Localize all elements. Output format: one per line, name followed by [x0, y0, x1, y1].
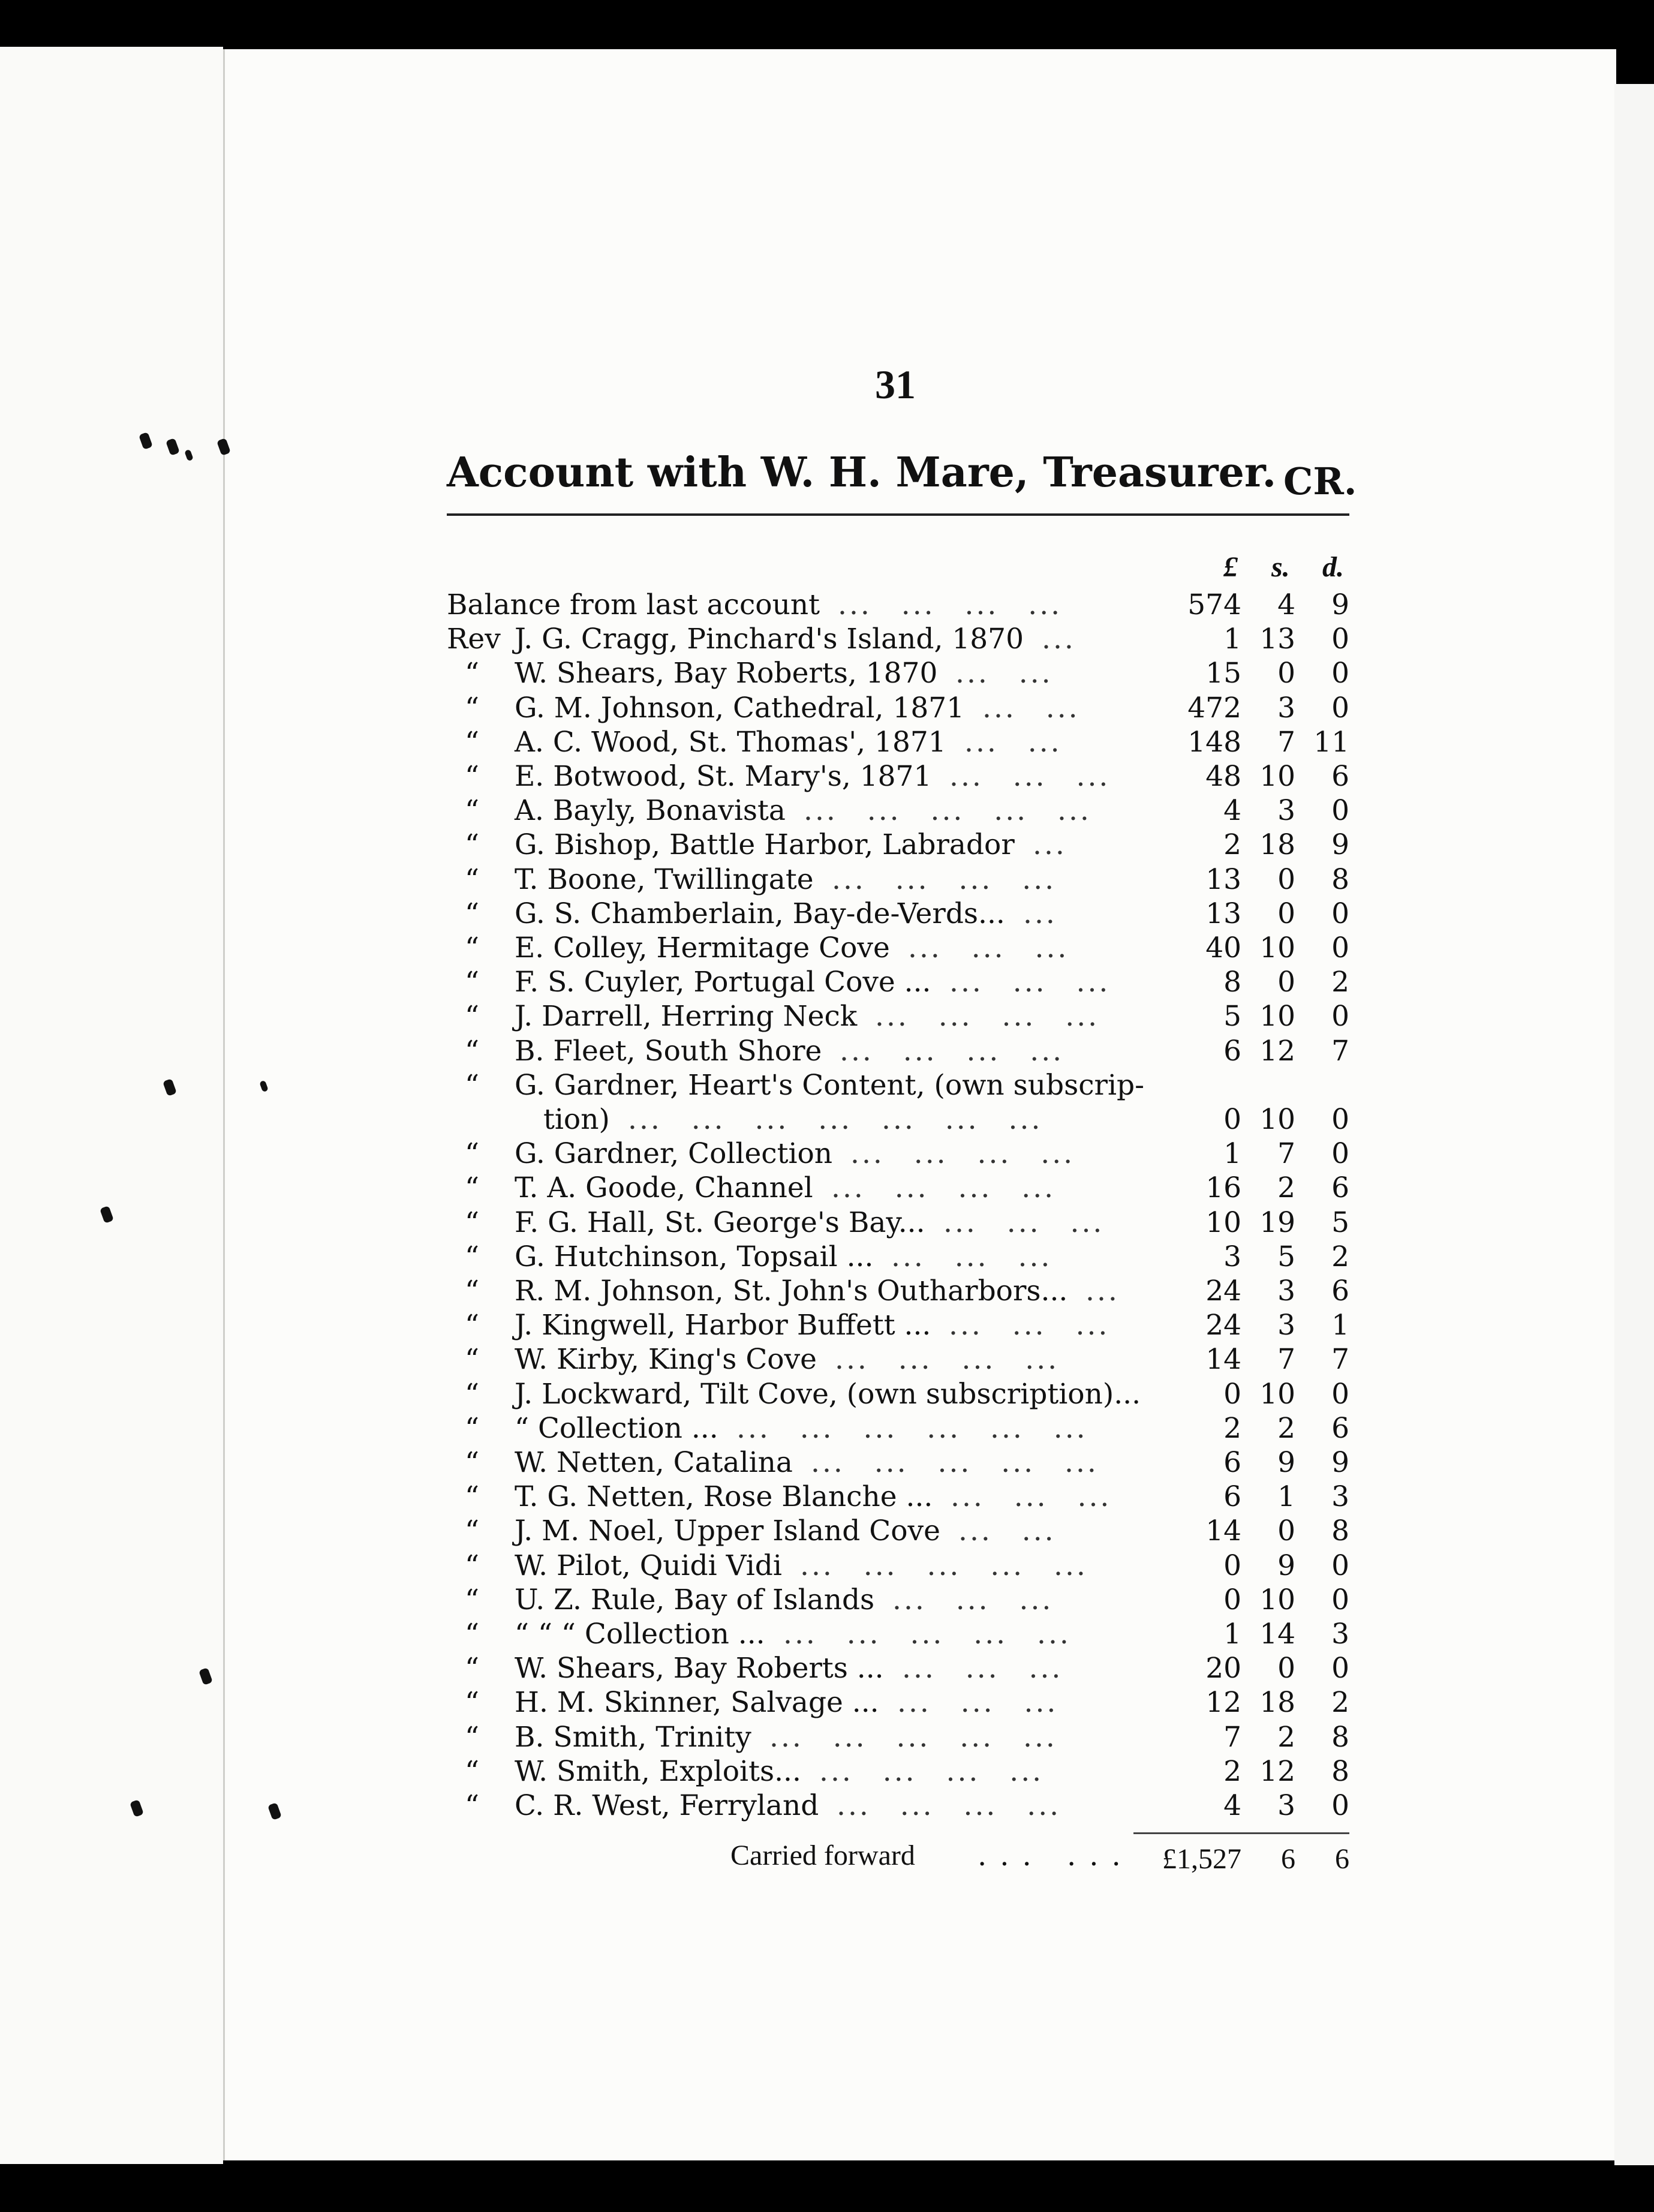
entry-prefix: “ [465, 1206, 480, 1239]
entry-pence: 0 [1331, 1583, 1349, 1616]
dot-leader: ... ... ... [891, 1240, 1052, 1273]
entry-pounds: 8 [1223, 966, 1241, 999]
entry-prefix: “ [465, 691, 480, 725]
dot-leader: ... [1033, 828, 1067, 862]
entry-shillings: 9 [1277, 1446, 1295, 1479]
entry-name: W. Shears, Bay Roberts ... [515, 1652, 884, 1685]
dot-leader: ... ... [958, 1514, 1056, 1548]
entry-shillings: 10 [1259, 1000, 1295, 1033]
ledger-row [0, 1274, 1391, 1308]
entry-pence: 0 [1331, 623, 1349, 656]
entry-pounds: 6 [1223, 1480, 1241, 1514]
entry-pounds: 13 [1205, 862, 1241, 896]
entry-pence: 9 [1331, 588, 1349, 621]
entry-pounds: 24 [1205, 1275, 1241, 1308]
entry-pounds: 14 [1205, 1343, 1241, 1377]
entry-name: F. G. Hall, St. George's Bay... [515, 1206, 925, 1239]
entry-shillings: 1 [1277, 1480, 1295, 1514]
entry-prefix: Rev [447, 623, 501, 656]
entry-shillings: 4 [1277, 588, 1295, 621]
entry-pence: 1 [1331, 1309, 1349, 1342]
dot-leader: ... ... ... ... ... [783, 1618, 1071, 1651]
dot-leader: ... ... ... ... [837, 1789, 1061, 1822]
entry-prefix: “ [465, 862, 480, 896]
entry-pounds: 2 [1223, 1754, 1241, 1788]
entry-shillings: 19 [1259, 1206, 1295, 1239]
entry-prefix: “ [465, 966, 480, 999]
entry-pounds: 12 [1205, 1686, 1241, 1720]
ledger-row [0, 931, 1391, 965]
entry-name: G. Gardner, Collection [515, 1137, 833, 1171]
entry-prefix: “ [465, 1137, 480, 1171]
entry-pounds: 10 [1205, 1206, 1241, 1239]
entry-pence: 0 [1331, 794, 1349, 828]
entry-name: E. Colley, Hermitage Cove [515, 931, 890, 964]
entry-name: E. Botwood, St. Mary's, 1871 [515, 760, 932, 793]
entry-pounds: 15 [1205, 657, 1241, 690]
entry-shillings: 2 [1277, 1171, 1295, 1205]
entry-shillings: 3 [1277, 794, 1295, 828]
entry-pence: 0 [1331, 1789, 1349, 1822]
entry-prefix: “ [465, 1275, 480, 1308]
entry-pence: 9 [1331, 1446, 1349, 1479]
entry-prefix: “ [465, 1377, 480, 1411]
entry-prefix: “ [465, 897, 480, 930]
entry-shillings: 7 [1277, 725, 1295, 759]
ledger-row [0, 588, 1391, 622]
dot-leader: ... ... ... [943, 1206, 1105, 1239]
entry-pounds: 3 [1223, 1240, 1241, 1273]
page-edge [1614, 84, 1654, 2165]
entry-prefix: “ [465, 1652, 480, 1685]
entry-pounds: 13 [1205, 897, 1241, 930]
entry-name: J. Darrell, Herring Neck [515, 1000, 858, 1033]
entry-pounds: 1 [1223, 1618, 1241, 1651]
entry-shillings: 0 [1277, 1652, 1295, 1685]
entry-name: J. Lockward, Tilt Cove, (own subscription)... [515, 1377, 1141, 1411]
dot-leader: ... [1023, 897, 1057, 930]
entry-prefix: “ [465, 1754, 480, 1788]
entry-pounds: 6 [1223, 1034, 1241, 1068]
entry-shillings: 3 [1277, 691, 1295, 725]
entry-name: B. Fleet, South Shore [515, 1034, 822, 1068]
entry-pence: 0 [1331, 657, 1349, 690]
shillings-column-header: s. [1271, 551, 1290, 583]
page-number: 31 [875, 362, 916, 407]
carried-forward-label: Carried forward [730, 1840, 915, 1871]
ledger-row [0, 1720, 1391, 1754]
entry-prefix: “ [465, 1000, 480, 1033]
ledger-row [0, 828, 1391, 862]
dot-leader: ... ... ... ... [840, 1034, 1064, 1068]
entry-prefix: “ [465, 1514, 480, 1548]
ledger-row [0, 1171, 1391, 1205]
ledger-row [0, 691, 1391, 725]
entry-prefix: “ [465, 657, 480, 690]
entry-pounds: 14 [1205, 1514, 1241, 1548]
entry-shillings: 12 [1259, 1754, 1295, 1788]
entry-pounds: 5 [1223, 1000, 1241, 1033]
ledger-row [0, 897, 1391, 931]
entry-name: W. Smith, Exploits... [515, 1754, 801, 1788]
entry-pounds: 4 [1223, 794, 1241, 828]
entry-shillings: 10 [1259, 1583, 1295, 1616]
entry-prefix: “ [465, 1411, 480, 1445]
ledger-row [0, 1685, 1391, 1720]
entry-pounds: 6 [1223, 1446, 1241, 1479]
entry-pence: 0 [1331, 1000, 1349, 1033]
entry-shillings: 10 [1259, 1103, 1295, 1136]
entry-pence: 8 [1331, 1514, 1349, 1548]
entry-pence: 0 [1331, 1652, 1349, 1685]
entry-name: G. Gardner, Heart's Content, (own subscrip- [515, 1068, 1145, 1102]
entry-shillings: 12 [1259, 1034, 1295, 1068]
entry-pounds: 2 [1223, 1411, 1241, 1445]
entry-prefix: “ [465, 1068, 480, 1102]
carried-forward-shillings: 6 [1281, 1843, 1295, 1875]
entry-name: tion) [543, 1103, 610, 1136]
entry-shillings: 7 [1277, 1137, 1295, 1171]
entry-shillings: 13 [1259, 623, 1295, 656]
entry-name: B. Smith, Trinity [515, 1720, 751, 1754]
entry-name: “ Collection ... [515, 1411, 718, 1445]
dot-leader: ... ... ... ... [832, 862, 1057, 896]
credit-label: CR. [1283, 459, 1357, 503]
entry-pence: 6 [1331, 1275, 1349, 1308]
dot-leader: ... ... ... ... ... [769, 1720, 1057, 1754]
entry-shillings: 7 [1277, 1343, 1295, 1377]
entry-pounds: 48 [1205, 760, 1241, 793]
entry-name: G. Bishop, Battle Harbor, Labrador [515, 828, 1015, 862]
dot-leader: ... ... ... [908, 931, 1069, 964]
entry-name: A. Bayly, Bonavista [515, 794, 786, 828]
entry-prefix: “ [465, 1720, 480, 1754]
entry-prefix: “ [465, 760, 480, 793]
entry-prefix: “ [465, 725, 480, 759]
ledger-row [0, 1789, 1391, 1823]
entry-shillings: 3 [1277, 1275, 1295, 1308]
dot-leader: ... ... ... ... ... [811, 1446, 1099, 1479]
entry-name: U. Z. Rule, Bay of Islands [515, 1583, 875, 1616]
ledger-row [0, 1411, 1391, 1445]
ledger-row [0, 1549, 1391, 1583]
entry-shillings: 0 [1277, 897, 1295, 930]
dot-leader: ... ... ... ... [831, 1171, 1056, 1205]
entry-prefix: “ [465, 1034, 480, 1068]
dot-leader: ... ... ... [949, 1309, 1110, 1342]
entry-pounds: 0 [1223, 1377, 1241, 1411]
entry-name: G. M. Johnson, Cathedral, 1871 [515, 691, 965, 725]
dot-leader: ... ... ... ... ... [800, 1549, 1088, 1582]
entry-prefix: “ [465, 1343, 480, 1377]
entry-pence: 3 [1331, 1480, 1349, 1514]
entry-shillings: 14 [1259, 1618, 1295, 1651]
ledger-row [0, 965, 1391, 999]
entry-pounds: 574 [1187, 588, 1241, 621]
entry-pence: 0 [1331, 1137, 1349, 1171]
dot-leader: ... ... ... ... [835, 1343, 1060, 1377]
ledger-row [0, 1102, 1391, 1137]
entry-name: W. Pilot, Quidi Vidi [515, 1549, 782, 1582]
entry-pence: 0 [1331, 897, 1349, 930]
entry-name: J. Kingwell, Harbor Buffett ... [515, 1309, 931, 1342]
ledger-row [0, 1377, 1391, 1411]
entry-name: G. Hutchinson, Topsail ... [515, 1240, 874, 1273]
ledger-row [0, 1617, 1391, 1651]
dot-leader: ... [1085, 1275, 1120, 1308]
entry-prefix: “ [465, 1583, 480, 1616]
dot-leader: ... ... ... [897, 1686, 1058, 1720]
entry-pence: 0 [1331, 691, 1349, 725]
ledger-row [0, 656, 1391, 690]
entry-pence: 11 [1313, 725, 1349, 759]
entry-pounds: 0 [1223, 1583, 1241, 1616]
entry-pence: 0 [1331, 931, 1349, 964]
entry-shillings: 0 [1277, 862, 1295, 896]
entry-pounds: 472 [1187, 691, 1241, 725]
ledger-row [0, 1342, 1391, 1377]
entry-pence: 6 [1331, 760, 1349, 793]
entry-shillings: 0 [1277, 966, 1295, 999]
carried-forward-pounds: £1,527 [1162, 1843, 1241, 1875]
entry-pence: 7 [1331, 1343, 1349, 1377]
entry-prefix: “ [465, 1789, 480, 1822]
dot-leader: ... ... ... [949, 760, 1111, 793]
entry-pence: 6 [1331, 1171, 1349, 1205]
entry-name: T. A. Goode, Channel [515, 1171, 813, 1205]
ledger-row [0, 1754, 1391, 1789]
entry-shillings: 2 [1277, 1411, 1295, 1445]
entry-name: G. S. Chamberlain, Bay-de-Verds... [515, 897, 1005, 930]
entry-name: A. C. Wood, St. Thomas', 1871 [515, 725, 946, 759]
dot-leader: ... ... [964, 725, 1062, 759]
ledger-row [0, 1583, 1391, 1617]
entry-pence: 3 [1331, 1618, 1349, 1651]
dot-leader: ... ... ... [892, 1583, 1054, 1616]
entry-prefix: “ [465, 828, 480, 862]
ledger-row [0, 862, 1391, 897]
entry-pence: 8 [1331, 1754, 1349, 1788]
dot-leader: ... [1042, 623, 1076, 656]
entry-pence: 2 [1331, 966, 1349, 999]
entry-prefix: “ [465, 1686, 480, 1720]
entry-name: R. M. Johnson, St. John's Outharbors... [515, 1275, 1068, 1308]
entry-prefix: “ [465, 1480, 480, 1514]
entry-shillings: 10 [1259, 931, 1295, 964]
entry-shillings: 10 [1259, 1377, 1295, 1411]
entry-pounds: 16 [1205, 1171, 1241, 1205]
dot-leader: ... ... [982, 691, 1080, 725]
entry-name: J. G. Cragg, Pinchard's Island, 1870 [515, 623, 1024, 656]
entry-shillings: 0 [1277, 657, 1295, 690]
entry-shillings: 0 [1277, 1514, 1295, 1548]
ledger-row [0, 1068, 1391, 1102]
entry-name: W. Netten, Catalina [515, 1446, 793, 1479]
entry-pence: 2 [1331, 1686, 1349, 1720]
entry-shillings: 2 [1277, 1720, 1295, 1754]
entry-pounds: 0 [1223, 1103, 1241, 1136]
entry-name: “ “ “ Collection ... [515, 1618, 765, 1651]
ledger-row [0, 1514, 1391, 1548]
dot-leader: ... ... ... ... [838, 588, 1063, 621]
entry-pence: 7 [1331, 1034, 1349, 1068]
ledger-row [0, 1034, 1391, 1068]
entry-pounds: 4 [1223, 1789, 1241, 1822]
entry-shillings: 5 [1277, 1240, 1295, 1273]
dot-leader: ... ... [955, 657, 1053, 690]
ledger-row [0, 1206, 1391, 1240]
entry-prefix: “ [465, 1309, 480, 1342]
heading-rule [447, 513, 1349, 516]
entry-shillings: 3 [1277, 1309, 1295, 1342]
carried-forward-pence: 6 [1335, 1843, 1349, 1875]
ledger-row [0, 759, 1391, 794]
dot-leader: ... ... ... ... [819, 1754, 1044, 1788]
pounds-column-header: £ [1223, 551, 1238, 583]
entry-pence: 0 [1331, 1103, 1349, 1136]
entry-pence: 6 [1331, 1411, 1349, 1445]
ledger-row [0, 794, 1391, 828]
entry-pounds: 7 [1223, 1720, 1241, 1754]
ledger-row [0, 999, 1391, 1033]
entry-prefix: “ [465, 1549, 480, 1582]
dot-leader: ... ... ... ... [875, 1000, 1100, 1033]
entry-name: C. R. West, Ferryland [515, 1789, 819, 1822]
entry-name: W. Shears, Bay Roberts, 1870 [515, 657, 938, 690]
ledger-row [0, 1480, 1391, 1514]
entry-prefix: “ [465, 1446, 480, 1479]
account-heading: Account with W. H. Mare, Treasurer. [447, 449, 1277, 497]
entry-shillings: 3 [1277, 1789, 1295, 1822]
carried-forward-leader: ... ... [978, 1839, 1134, 1873]
entry-name: W. Kirby, King's Cove [515, 1343, 817, 1377]
entry-name: T. G. Netten, Rose Blanche ... [515, 1480, 933, 1514]
entry-pence: 0 [1331, 1549, 1349, 1582]
entry-pounds: 2 [1223, 828, 1241, 862]
ledger-row [0, 1240, 1391, 1274]
total-rule [1133, 1832, 1349, 1834]
entry-pounds: 0 [1223, 1549, 1241, 1582]
entry-pounds: 24 [1205, 1309, 1241, 1342]
entry-prefix: “ [465, 1240, 480, 1273]
dot-leader: ... ... ... ... ... ... [736, 1411, 1088, 1445]
entry-shillings: 9 [1277, 1549, 1295, 1582]
entry-pence: 5 [1331, 1206, 1349, 1239]
ledger-row [0, 1445, 1391, 1480]
ledger-row [0, 1651, 1391, 1685]
ledger-row [0, 725, 1391, 759]
entry-pounds: 148 [1187, 725, 1241, 759]
entry-shillings: 10 [1259, 760, 1295, 793]
entry-pounds: 20 [1205, 1652, 1241, 1685]
entry-prefix: “ [465, 931, 480, 964]
ledger-row [0, 1308, 1391, 1342]
dot-leader: ... ... ... [902, 1652, 1063, 1685]
entry-name: J. M. Noel, Upper Island Cove [515, 1514, 940, 1548]
dot-leader: ... ... ... ... ... [804, 794, 1091, 828]
entry-shillings: 18 [1259, 828, 1295, 862]
entry-pence: 2 [1331, 1240, 1349, 1273]
entry-prefix: “ [465, 1618, 480, 1651]
ledger-row [0, 622, 1391, 656]
entry-name: Balance from last account [447, 588, 820, 621]
entry-name: T. Boone, Twillingate [515, 862, 814, 896]
entry-pounds: 1 [1223, 1137, 1241, 1171]
entry-pence: 8 [1331, 1720, 1349, 1754]
ledger-row [0, 1137, 1391, 1171]
entry-pounds: 1 [1223, 623, 1241, 656]
entry-prefix: “ [465, 1171, 480, 1205]
entry-pounds: 40 [1205, 931, 1241, 964]
dot-leader: ... ... ... [949, 966, 1111, 999]
entry-pence: 9 [1331, 828, 1349, 862]
pence-column-header: d. [1322, 551, 1344, 583]
entry-prefix: “ [465, 794, 480, 828]
dot-leader: ... ... ... ... [850, 1137, 1075, 1171]
entry-name: F. S. Cuyler, Portugal Cove ... [515, 966, 931, 999]
entry-shillings: 18 [1259, 1686, 1295, 1720]
entry-pence: 0 [1331, 1377, 1349, 1411]
dot-leader: ... ... ... [951, 1480, 1112, 1514]
entry-pence: 8 [1331, 862, 1349, 896]
entry-name: H. M. Skinner, Salvage ... [515, 1686, 879, 1720]
dot-leader: ... ... ... ... ... ... ... [628, 1103, 1043, 1136]
